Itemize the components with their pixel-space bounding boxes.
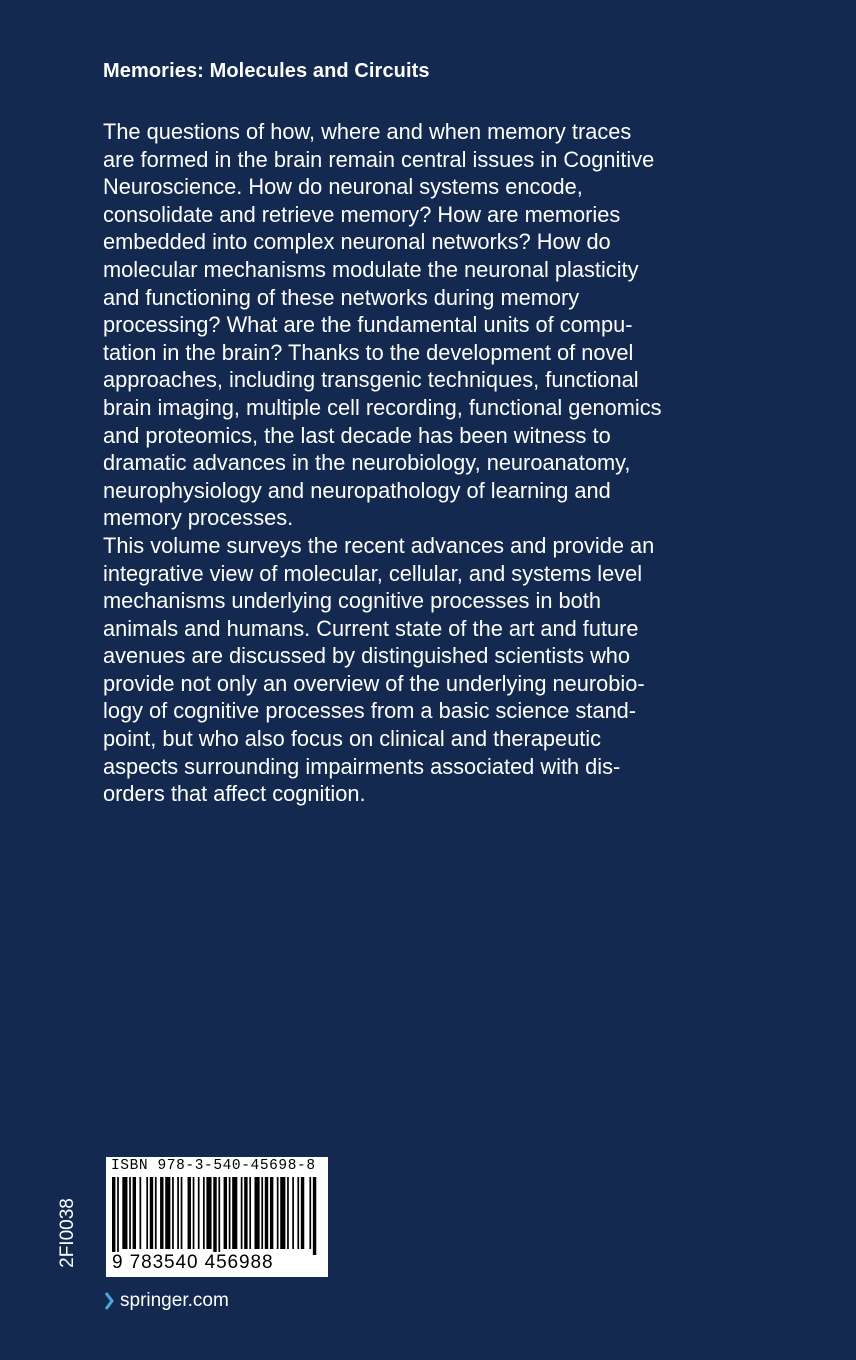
barcode-bar	[277, 1177, 279, 1249]
barcode-bar	[301, 1177, 304, 1249]
barcode-bar	[270, 1177, 273, 1249]
barcode-bar	[232, 1177, 237, 1249]
blurb-text	[103, 118, 743, 808]
barcode-bar	[297, 1177, 299, 1249]
barcode-bars	[112, 1177, 318, 1255]
barcode-bar	[188, 1177, 191, 1249]
catalog-code: 2FI0038	[57, 1198, 78, 1268]
barcode-bar	[287, 1177, 289, 1249]
barcode-bar	[117, 1177, 119, 1255]
barcode-bar	[313, 1177, 316, 1255]
barcode-bar	[177, 1177, 179, 1249]
barcode-bar	[224, 1177, 227, 1249]
barcode-bar	[206, 1177, 211, 1249]
barcode-bar	[203, 1177, 205, 1249]
barcode-bar	[160, 1177, 163, 1249]
barcode-bar	[129, 1177, 131, 1249]
isbn-label: ISBN 978-3-540-45698-8	[111, 1158, 316, 1174]
barcode-bar	[122, 1177, 127, 1249]
publisher-url: springer.com	[120, 1290, 229, 1311]
barcode-bar	[280, 1177, 285, 1249]
barcode-bar	[172, 1177, 174, 1249]
barcode-bar	[155, 1177, 157, 1249]
barcode-bar	[139, 1177, 141, 1249]
barcode-bar	[229, 1177, 231, 1249]
barcode-bar	[133, 1177, 136, 1249]
barcode-bar	[193, 1177, 195, 1249]
barcode-bar	[165, 1177, 170, 1249]
barcode-bar	[150, 1177, 153, 1249]
barcode-bar	[181, 1177, 183, 1249]
barcode-bar	[198, 1177, 200, 1249]
chevron-right-icon	[104, 1290, 114, 1312]
barcode-bar	[309, 1177, 311, 1249]
barcode-bar	[112, 1177, 115, 1255]
publisher-link[interactable]	[104, 1290, 229, 1312]
barcode-bar	[146, 1177, 148, 1249]
barcode-bar	[261, 1177, 263, 1249]
blurb-paragraph-1: The questions of how, where and when memory traces are formed in the brain remain central issues in Cognitive Neuroscience. How do neuronal systems encode, consolidate and retrieve memory? How are memories embedded into complex neuronal networks? How do molecular mechanisms modulate the neuronal plasticity and functioning of these networks during memory processing? What are the fundamental units of compu- tation in the brain? Thanks to the development of novel approaches, including transgenic techniques, functional brain imaging, multiple cell recording, functional genomics and proteomics, the last decade has been witness to dramatic advances in the neurobiology, neuroanatomy, neurophysiology and neuropathology of learning and memory processes.	[103, 119, 662, 531]
blurb-paragraph-2: This volume surveys the recent advances and provide an integrative view of molecular, cellular, and systems level mechanisms underlying cognitive processes in both animals and humans. Current state of the art and future avenues are discussed by distinguished scientists who provide not only an overview of the underlying neurobio- logy of cognitive processes from a basic science stand- point, but who also focus on clinical and therapeutic aspects surrounding impairments associated with dis- orders that affect cognition.	[103, 532, 655, 807]
barcode-bar	[254, 1177, 259, 1249]
barcode-bar	[265, 1177, 268, 1249]
barcode-bar	[249, 1177, 251, 1249]
barcode-digits: 9 783540 456988	[112, 1252, 274, 1273]
barcode-bar	[244, 1177, 247, 1249]
barcode-bar	[241, 1177, 243, 1249]
barcode-bar	[218, 1177, 220, 1255]
barcode-bar	[213, 1177, 216, 1255]
book-title: Memories: Molecules and Circuits	[103, 60, 430, 82]
isbn-barcode	[106, 1157, 328, 1277]
barcode-bar	[292, 1177, 294, 1249]
